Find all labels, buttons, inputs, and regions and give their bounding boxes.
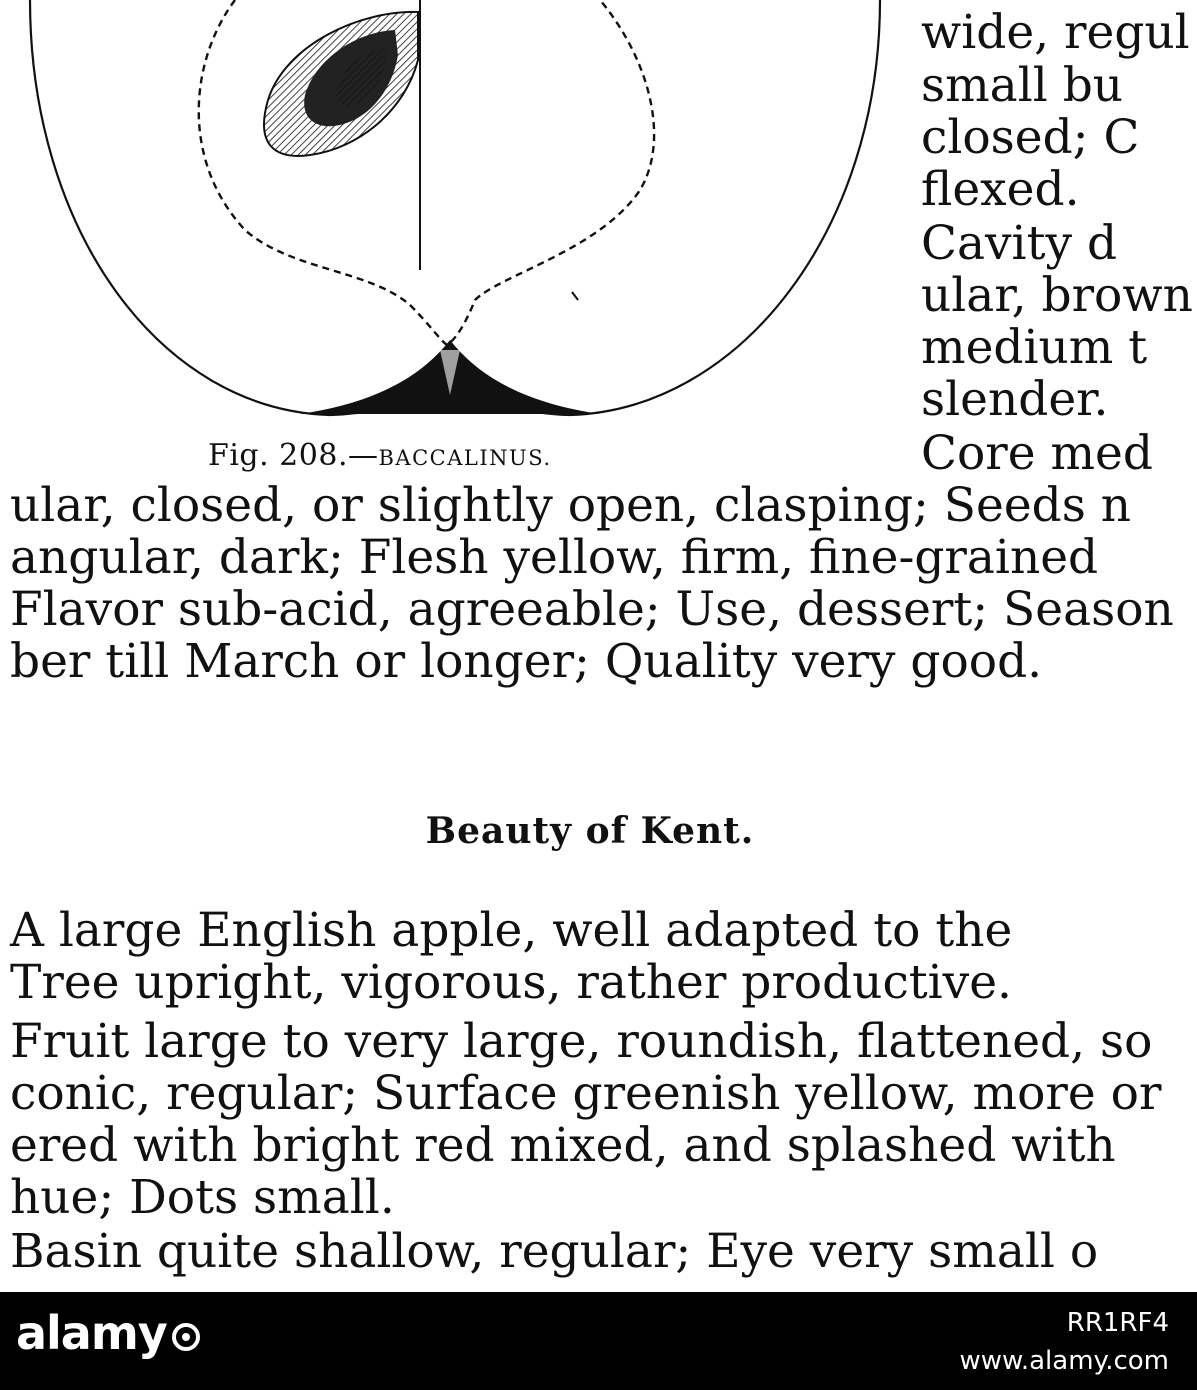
- body-text-line: A large English apple, well adapted to the: [10, 903, 1013, 958]
- side-text-line: flexed.: [921, 162, 1080, 217]
- side-text-line: Cavity d: [921, 216, 1118, 271]
- core-outline: [199, 0, 654, 345]
- body-text-line: Flavor sub-acid, agreeable; Use, dessert; Season: [10, 582, 1174, 637]
- body-text-line: Tree upright, vigorous, rather productive.: [10, 955, 1012, 1010]
- section-heading: Beauty of Kent.: [425, 810, 755, 852]
- body-text-line: ber till March or longer; Quality very good.: [10, 634, 1043, 689]
- watermark-footer: [0, 1292, 1197, 1390]
- image-id: RR1RF4: [1066, 1308, 1169, 1338]
- body-text-line: ered with bright red mixed, and splashed with: [10, 1118, 1116, 1173]
- figure-caption: [208, 438, 552, 473]
- body-text-line: angular, dark; Flesh yellow, firm, fine-grained: [10, 530, 1099, 585]
- apple-cross-section-drawing: [0, 0, 900, 430]
- side-text-line: slender.: [921, 372, 1109, 427]
- side-text-line: medium t: [921, 320, 1148, 375]
- alamy-logo-mark-icon: [171, 1322, 201, 1352]
- figure-caption-prefix: Fig. 208.—: [208, 438, 379, 473]
- side-text-line: ular, brown: [921, 268, 1193, 323]
- body-text-line: Fruit large to very large, roundish, flattened, so: [10, 1014, 1153, 1069]
- side-text-line: closed; C: [921, 110, 1140, 165]
- body-text-line: hue; Dots small.: [10, 1170, 395, 1225]
- side-text-line: small bu: [921, 58, 1124, 113]
- apple-illustration: [0, 0, 900, 430]
- body-text-line: conic, regular; Surface greenish yellow, more or: [10, 1066, 1162, 1121]
- side-text-line: wide, regul: [921, 5, 1190, 60]
- figure-caption-name: BACCALINUS.: [378, 446, 552, 470]
- body-text-line: Basin quite shallow, regular; Eye very small o: [10, 1224, 1099, 1279]
- body-text-line: ular, closed, or slightly open, clasping; Seeds n: [10, 478, 1132, 533]
- site-url[interactable]: www.alamy.com: [959, 1346, 1169, 1376]
- alamy-logo: [16, 1306, 201, 1360]
- side-text-line: Core med: [921, 426, 1153, 481]
- alamy-logo-text: alamy: [16, 1306, 167, 1360]
